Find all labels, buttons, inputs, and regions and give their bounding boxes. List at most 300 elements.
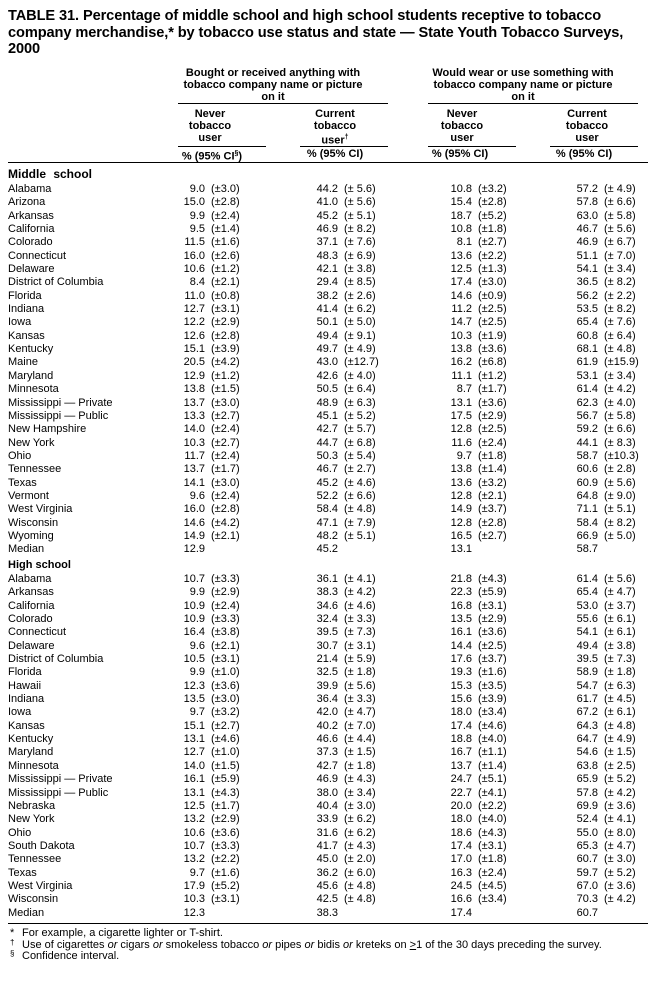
value-cell: 38.0 — [316, 786, 338, 799]
value-cell: 30.7 — [316, 639, 338, 652]
value-cell: (±1.1) — [478, 746, 507, 759]
state-cell: Arizona — [8, 196, 46, 209]
value-cell: 13.7 — [183, 396, 205, 409]
value-cell: (± 4.6) — [344, 599, 376, 612]
value-cell: (±3.3) — [211, 613, 240, 626]
state-cell: New Hampshire — [8, 423, 87, 436]
value-cell: 15.0 — [183, 196, 205, 209]
value-cell: (± 5.0) — [344, 316, 376, 329]
value-cell: 44.1 — [576, 436, 598, 449]
value-cell: (±2.8) — [478, 516, 507, 529]
value-cell: 42.7 — [316, 759, 338, 772]
col-header-current-2: Current tobacco user — [565, 108, 609, 144]
value-cell: (± 5.6) — [604, 476, 636, 489]
state-cell: District of Columbia — [8, 276, 104, 289]
value-cell: (±3.4) — [478, 893, 507, 906]
col-header-never-1: Never tobacco user — [188, 108, 232, 144]
high-school-table — [8, 573, 636, 920]
value-cell: 13.2 — [183, 813, 205, 826]
value-cell: 12.7 — [183, 746, 205, 759]
value-cell: (±1.4) — [478, 759, 507, 772]
value-cell: (±1.6) — [211, 866, 240, 879]
value-cell: 65.4 — [576, 586, 598, 599]
value-cell: 17.9 — [183, 879, 205, 892]
value-cell: 32.5 — [316, 666, 338, 679]
table-row — [8, 290, 639, 303]
value-cell: 16.5 — [450, 529, 472, 542]
value-cell: (±2.2) — [478, 249, 507, 262]
value-cell: 18.6 — [450, 826, 472, 839]
value-cell: (± 6.3) — [604, 679, 636, 692]
state-cell: Delaware — [8, 263, 55, 276]
state-cell: South Dakota — [8, 839, 75, 852]
value-cell: 45.6 — [316, 879, 338, 892]
value-cell: 12.8 — [450, 516, 472, 529]
value-cell: (± 3.8) — [344, 263, 376, 276]
value-cell: (± 4.8) — [604, 719, 636, 732]
state-cell: Maine — [8, 356, 38, 369]
value-cell: (± 6.7) — [604, 236, 636, 249]
value-cell: (± 5.1) — [344, 529, 376, 542]
value-cell: 39.5 — [576, 653, 598, 666]
value-cell: (± 6.6) — [604, 196, 636, 209]
value-cell: (± 8.2) — [344, 223, 376, 236]
state-cell: California — [8, 223, 55, 236]
table-row — [8, 477, 639, 490]
table-row — [8, 853, 636, 866]
value-cell: 58.9 — [576, 666, 598, 679]
value-cell: 44.2 — [316, 183, 338, 195]
value-cell: (±1.7) — [478, 383, 507, 396]
value-cell: (±5.2) — [478, 209, 507, 222]
value-cell: 9.9 — [189, 209, 205, 222]
value-cell: 42.7 — [316, 423, 338, 436]
state-cell: West Virginia — [8, 503, 73, 516]
value-cell: (± 4.3) — [344, 839, 376, 852]
value-cell: 48.9 — [316, 396, 338, 409]
group-header-wear: Would wear or use something with tobacco company name or picture on it — [432, 67, 614, 103]
value-cell: (±2.1) — [211, 529, 240, 542]
value-cell: (± 6.3) — [344, 396, 376, 409]
value-cell: (±3.1) — [478, 839, 507, 852]
value-cell: (± 3.7) — [604, 599, 636, 612]
value-cell: (± 4.9) — [604, 183, 636, 195]
value-cell: 46.7 — [576, 223, 598, 236]
value-cell: (±1.4) — [211, 223, 240, 236]
value-cell: (± 1.5) — [604, 746, 636, 759]
value-cell: 24.5 — [450, 879, 472, 892]
value-cell: (±3.1) — [211, 653, 240, 666]
value-cell: 46.9 — [316, 223, 338, 236]
table-row — [8, 210, 639, 223]
value-cell: (± 8.0) — [604, 826, 636, 839]
value-cell: 60.7 — [576, 906, 598, 919]
value-cell: 39.9 — [316, 679, 338, 692]
value-cell: (±2.2) — [478, 799, 507, 812]
value-cell: (±3.6) — [478, 396, 507, 409]
value-cell: 12.6 — [183, 329, 205, 342]
value-cell: (±2.7) — [211, 719, 240, 732]
value-cell: (±2.5) — [478, 303, 507, 316]
value-cell: 17.0 — [450, 853, 472, 866]
col-header-never-2: Never tobacco user — [440, 108, 484, 144]
value-cell: (± 2.0) — [344, 853, 376, 866]
value-cell: (± 4.8) — [604, 343, 636, 356]
table-row — [8, 423, 639, 436]
unit-header-2: % (95% CI) — [306, 148, 364, 160]
value-cell: 37.3 — [316, 746, 338, 759]
value-cell — [598, 543, 639, 556]
table-row — [8, 463, 639, 476]
value-cell: (± 6.4) — [344, 383, 376, 396]
value-cell: 9.7 — [456, 449, 472, 462]
table-row — [8, 303, 639, 316]
value-cell: 18.0 — [450, 706, 472, 719]
state-cell: Indiana — [8, 693, 45, 706]
table-row — [8, 410, 639, 423]
value-cell: 61.7 — [576, 693, 598, 706]
value-cell: (± 2.5) — [604, 759, 636, 772]
table-row — [8, 880, 636, 893]
value-cell: 63.8 — [576, 759, 598, 772]
value-cell: 50.3 — [316, 449, 338, 462]
state-cell: Wisconsin — [8, 893, 59, 906]
value-cell: (±2.6) — [211, 249, 240, 262]
value-cell: (± 6.4) — [604, 329, 636, 342]
value-cell: 14.0 — [183, 423, 205, 436]
value-cell: 36.4 — [316, 693, 338, 706]
state-cell: Arkansas — [8, 209, 54, 222]
value-cell: 41.4 — [316, 303, 338, 316]
value-cell: (±4.6) — [478, 719, 507, 732]
value-cell: (±2.7) — [211, 409, 240, 422]
value-cell: (± 4.9) — [604, 733, 636, 746]
value-cell: (±2.9) — [211, 586, 240, 599]
value-cell: 16.7 — [450, 746, 472, 759]
table-row — [8, 330, 639, 343]
unit-header-1: % (95% CI§) — [181, 150, 243, 163]
value-cell: (±0.8) — [211, 289, 240, 302]
value-cell: (± 4.2) — [604, 893, 636, 906]
value-cell: 65.9 — [576, 773, 598, 786]
state-cell: Colorado — [8, 613, 53, 626]
value-cell: 55.0 — [576, 826, 598, 839]
value-cell: (± 5.1) — [604, 503, 636, 516]
value-cell: 54.1 — [576, 626, 598, 639]
table-row — [8, 653, 636, 666]
value-cell: 58.7 — [576, 449, 598, 462]
value-cell: (± 5.1) — [344, 209, 376, 222]
table-row — [8, 640, 636, 653]
state-cell: West Virginia — [8, 879, 73, 892]
table-row — [8, 573, 636, 586]
value-cell: 58.4 — [316, 503, 338, 516]
value-cell: (± 8.2) — [604, 303, 636, 316]
value-cell — [472, 907, 571, 920]
state-cell: Median — [8, 543, 45, 556]
value-cell: 45.0 — [316, 853, 338, 866]
value-cell: 8.1 — [456, 236, 472, 249]
value-cell: (±2.8) — [211, 329, 240, 342]
value-cell: (± 4.3) — [344, 773, 376, 786]
value-cell — [338, 543, 440, 556]
value-cell: 54.7 — [576, 679, 598, 692]
value-cell: 13.8 — [450, 463, 472, 476]
value-cell: (± 6.1) — [604, 706, 636, 719]
value-cell: 14.1 — [183, 476, 205, 489]
table-row — [8, 517, 639, 530]
value-cell: (±4.3) — [478, 826, 507, 839]
table-row — [8, 613, 636, 626]
table-row — [8, 787, 636, 800]
value-cell: (±3.0) — [211, 693, 240, 706]
value-cell: 45.2 — [316, 543, 338, 556]
value-cell: (± 5.7) — [344, 423, 376, 436]
table-row — [8, 343, 639, 356]
value-cell: (± 6.2) — [344, 813, 376, 826]
value-cell: (±3.0) — [211, 476, 240, 489]
value-cell: (±2.1) — [478, 489, 507, 502]
value-cell: (±1.8) — [478, 223, 507, 236]
value-cell: 60.9 — [576, 476, 598, 489]
state-cell: Ohio — [8, 826, 32, 839]
group-rule-wear — [428, 103, 638, 104]
state-cell: Tennessee — [8, 853, 62, 866]
value-cell: (±2.5) — [478, 316, 507, 329]
value-cell: (±1.2) — [211, 263, 240, 276]
state-cell: Alabama — [8, 183, 52, 195]
value-cell: (±3.3) — [211, 839, 240, 852]
value-cell: 70.3 — [576, 893, 598, 906]
value-cell: (± 5.2) — [604, 773, 636, 786]
value-cell: (± 7.9) — [344, 516, 376, 529]
value-cell: 65.4 — [576, 316, 598, 329]
value-cell: (± 3.3) — [344, 613, 376, 626]
value-cell: (±5.9) — [478, 586, 507, 599]
value-cell: 53.0 — [576, 599, 598, 612]
table-row — [8, 760, 636, 773]
value-cell: (± 4.2) — [604, 383, 636, 396]
value-cell: (±2.7) — [211, 436, 240, 449]
value-cell: (±0.9) — [478, 289, 507, 302]
value-cell: (± 3.4) — [604, 263, 636, 276]
value-cell: (±6.8) — [478, 356, 507, 369]
value-cell: 12.2 — [183, 316, 205, 329]
value-cell: 46.7 — [316, 463, 338, 476]
col-rule-4 — [550, 146, 638, 147]
value-cell: 12.5 — [183, 799, 205, 812]
section-middle-school: Middle school — [8, 167, 93, 181]
table-row — [8, 720, 636, 733]
value-cell: (± 4.1) — [604, 813, 636, 826]
value-cell: (± 5.2) — [604, 866, 636, 879]
value-cell: (±1.3) — [478, 263, 507, 276]
value-cell — [205, 907, 311, 920]
value-cell: 9.6 — [189, 639, 205, 652]
value-cell: 36.2 — [316, 866, 338, 879]
value-cell: 18.7 — [450, 209, 472, 222]
value-cell: (± 5.8) — [604, 409, 636, 422]
value-cell: 69.9 — [576, 799, 598, 812]
value-cell: (± 3.6) — [604, 879, 636, 892]
value-cell: (±4.2) — [211, 356, 240, 369]
value-cell: (±3.1) — [211, 303, 240, 316]
value-cell: (±15.9) — [604, 356, 639, 369]
value-cell: 49.7 — [316, 343, 338, 356]
value-cell: (±4.1) — [478, 786, 507, 799]
value-cell: (±2.4) — [211, 449, 240, 462]
value-cell: 60.8 — [576, 329, 598, 342]
value-cell: 16.8 — [450, 599, 472, 612]
value-cell: 68.1 — [576, 343, 598, 356]
value-cell: (±1.0) — [211, 746, 240, 759]
table-row — [8, 586, 636, 599]
value-cell: (± 3.4) — [344, 786, 376, 799]
value-cell: 57.2 — [576, 183, 598, 195]
value-cell: 46.9 — [316, 773, 338, 786]
value-cell: (± 3.6) — [604, 799, 636, 812]
table-row — [8, 530, 639, 543]
table-row — [8, 250, 639, 263]
value-cell: (± 6.1) — [604, 613, 636, 626]
value-cell: (± 4.7) — [344, 706, 376, 719]
value-cell: (±3.2) — [211, 706, 240, 719]
value-cell: 65.3 — [576, 839, 598, 852]
value-cell: (± 2.2) — [604, 289, 636, 302]
value-cell: (±3.0) — [211, 183, 240, 195]
table-row — [8, 196, 639, 209]
value-cell: (±4.3) — [478, 573, 507, 585]
value-cell: 14.7 — [450, 316, 472, 329]
value-cell: 21.8 — [450, 573, 472, 585]
value-cell: (±2.9) — [478, 409, 507, 422]
value-cell: (± 4.7) — [604, 839, 636, 852]
table-row — [8, 773, 636, 786]
value-cell: 67.2 — [576, 706, 598, 719]
state-cell: Wisconsin — [8, 516, 59, 529]
value-cell: (±3.1) — [211, 893, 240, 906]
value-cell: (± 8.5) — [344, 276, 376, 289]
value-cell: (± 4.0) — [344, 369, 376, 382]
value-cell: 20.5 — [183, 356, 205, 369]
value-cell: (± 6.2) — [344, 826, 376, 839]
value-cell: (±3.7) — [478, 653, 507, 666]
value-cell: (± 2.8) — [604, 463, 636, 476]
value-cell: (±1.7) — [211, 799, 240, 812]
value-cell: (±3.0) — [211, 396, 240, 409]
value-cell — [598, 907, 636, 920]
value-cell: 13.5 — [183, 693, 205, 706]
value-cell: 12.8 — [450, 489, 472, 502]
value-cell: 43.0 — [316, 356, 338, 369]
group-header-bought: Bought or received anything with tobacco company name or picture on it — [183, 67, 363, 103]
value-cell: (±3.8) — [211, 626, 240, 639]
table-row — [8, 840, 636, 853]
value-cell: (±1.5) — [211, 759, 240, 772]
unit-header-4: % (95% CI) — [555, 148, 613, 160]
group-rule-bought — [178, 103, 388, 104]
table-row — [8, 183, 639, 196]
value-cell: (± 5.2) — [344, 409, 376, 422]
table-row — [8, 490, 639, 503]
value-cell: 42.0 — [316, 706, 338, 719]
state-cell: Ohio — [8, 449, 32, 462]
value-cell: (±2.7) — [478, 529, 507, 542]
state-cell: Florida — [8, 666, 42, 679]
value-cell: 11.7 — [184, 449, 205, 462]
value-cell: 17.4 — [450, 719, 472, 732]
value-cell: 45.2 — [316, 476, 338, 489]
state-cell: Colorado — [8, 236, 53, 249]
value-cell: 16.0 — [183, 503, 205, 516]
value-cell: (± 7.0) — [344, 719, 376, 732]
value-cell: 18.8 — [450, 733, 472, 746]
value-cell: (± 4.8) — [344, 879, 376, 892]
value-cell: 24.7 — [450, 773, 472, 786]
value-cell: 10.6 — [183, 263, 205, 276]
value-cell: (±2.9) — [211, 316, 240, 329]
table-row — [8, 397, 639, 410]
footnotes — [8, 928, 648, 963]
state-cell: Kentucky — [8, 343, 54, 356]
state-cell: Iowa — [8, 316, 32, 329]
value-cell: 57.8 — [576, 786, 598, 799]
table-row — [8, 450, 639, 463]
table-row — [8, 733, 636, 746]
value-cell: 55.6 — [576, 613, 598, 626]
value-cell: 13.5 — [450, 613, 472, 626]
value-cell: (±2.4) — [211, 423, 240, 436]
value-cell: 13.7 — [450, 759, 472, 772]
value-cell: (±2.4) — [211, 599, 240, 612]
value-cell: 17.6 — [450, 653, 472, 666]
value-cell: (± 8.2) — [604, 276, 636, 289]
value-cell: 19.3 — [450, 666, 472, 679]
value-cell: 51.1 — [576, 249, 598, 262]
value-cell: 58.7 — [576, 543, 598, 556]
state-cell: Florida — [8, 289, 42, 302]
value-cell: 16.3 — [450, 866, 472, 879]
value-cell: 63.0 — [576, 209, 598, 222]
table-row — [8, 263, 639, 276]
value-cell: 71.1 — [576, 503, 598, 516]
value-cell: 48.3 — [316, 249, 338, 262]
value-cell: 14.9 — [183, 529, 205, 542]
col-rule-2 — [300, 146, 388, 147]
table-row — [8, 383, 639, 396]
value-cell: (± 4.2) — [344, 586, 376, 599]
value-cell: (±3.6) — [211, 826, 240, 839]
value-cell: 10.9 — [183, 613, 205, 626]
state-cell: Texas — [8, 476, 37, 489]
value-cell: (±2.4) — [478, 866, 507, 879]
value-cell: 33.9 — [316, 813, 338, 826]
value-cell: 9.7 — [189, 706, 205, 719]
table-row — [8, 800, 636, 813]
table-row — [8, 813, 636, 826]
value-cell: (±12.7) — [344, 356, 379, 369]
value-cell: 10.3 — [183, 436, 205, 449]
value-cell: 14.4 — [450, 639, 472, 652]
value-cell: (±3.5) — [478, 679, 507, 692]
value-cell: (± 4.8) — [344, 893, 376, 906]
value-cell: 13.6 — [450, 476, 472, 489]
value-cell: (±2.8) — [478, 196, 507, 209]
state-cell: New York — [8, 813, 55, 826]
value-cell: (± 6.6) — [604, 423, 636, 436]
value-cell: 61.4 — [576, 383, 598, 396]
value-cell: 10.3 — [183, 893, 205, 906]
